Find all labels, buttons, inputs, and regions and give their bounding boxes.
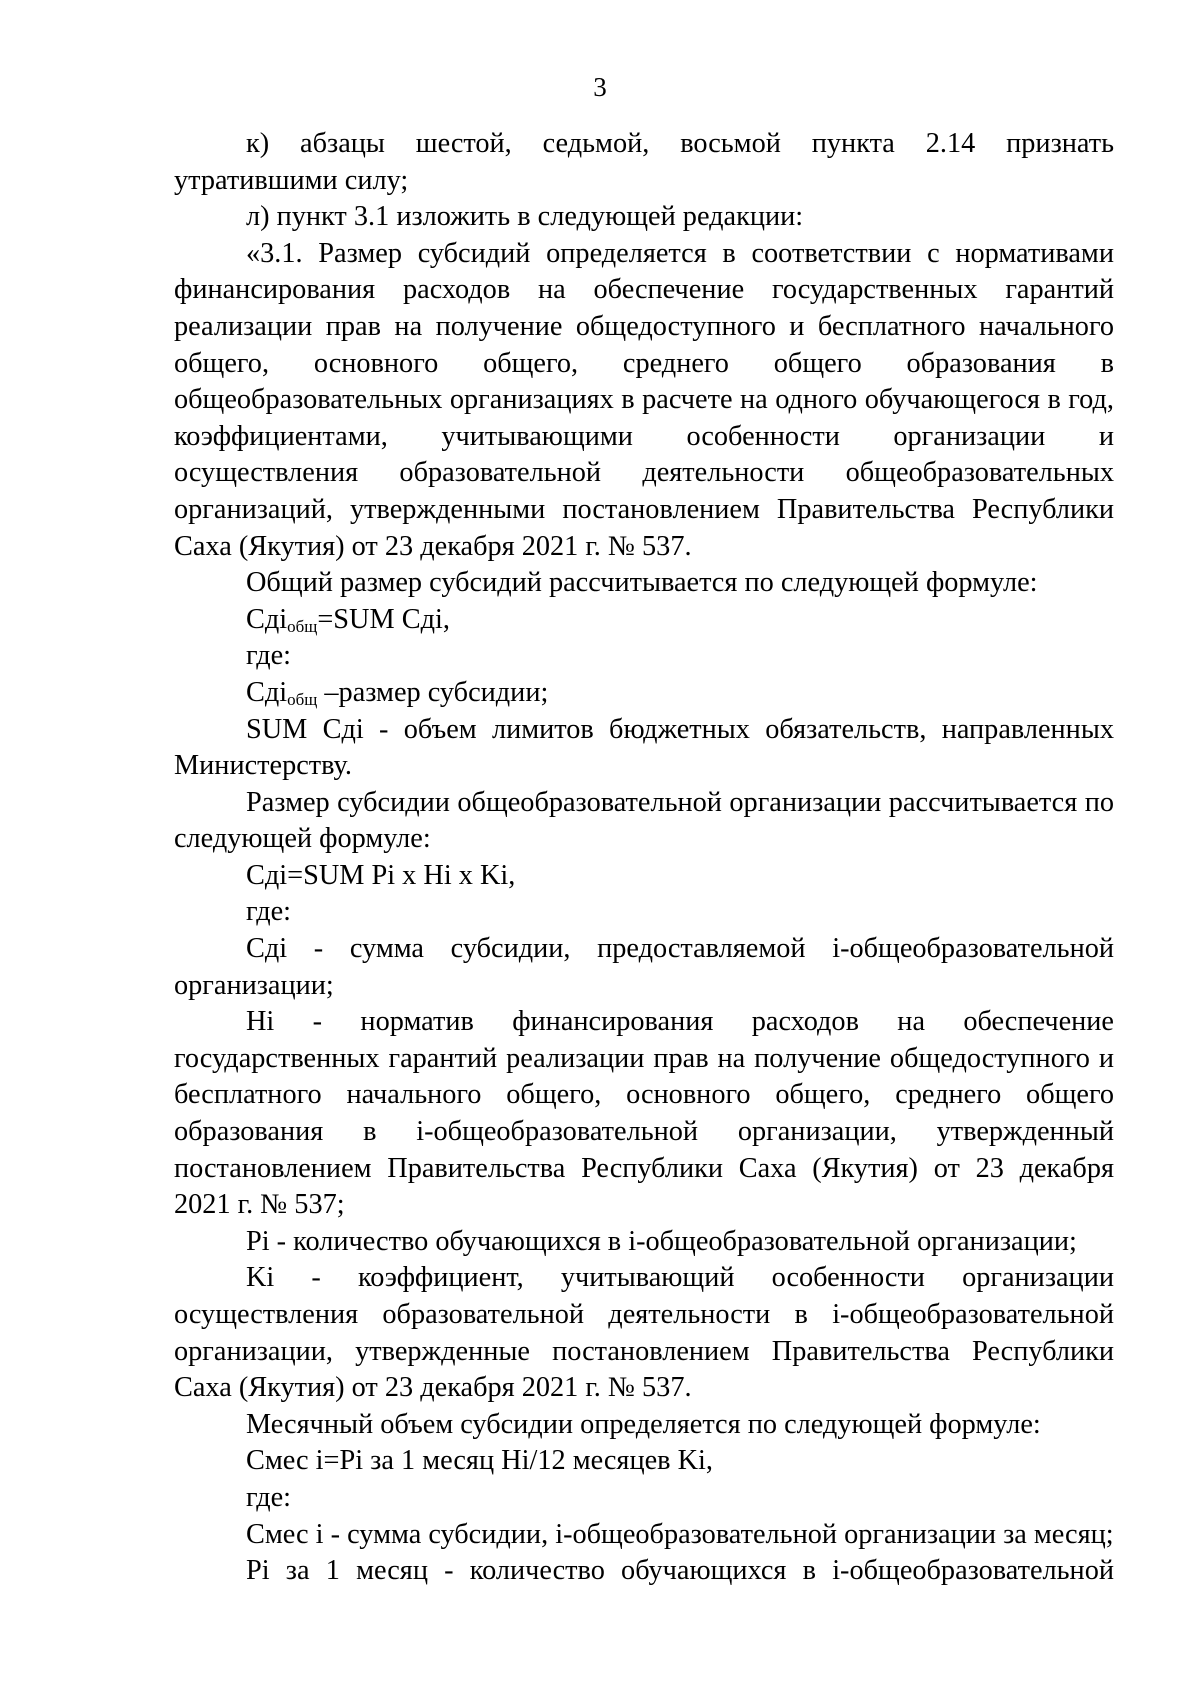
- formula-total-subscript: общ: [287, 616, 318, 636]
- formula-total-rest: =SUM Сдi,: [317, 603, 450, 635]
- paragraph-monthly-formula-intro: Месячный объем субсидии определяется по следующей формуле:: [246, 1408, 1041, 1440]
- paragraph-org-formula-intro: Размер субсидии общеобразовательной организации рассчитывается по следующей формуле:: [174, 786, 1114, 855]
- where-label-3: где:: [246, 1481, 292, 1513]
- definition-ki: Ki - коэффициент, учитывающий особенности организации осуществления образовательной деятельности в i-общеобразовательной организации, утвержденные постановлением Правительства Республики Саха (Якутия) от 23 декабря 2021 г. № 537.: [174, 1262, 1114, 1404]
- definition-pi-month: Pi за 1 месяц - количество обучающихся в i-общеобразовательной: [246, 1555, 1114, 1587]
- definition-total-symbol: Сдi: [246, 676, 288, 708]
- where-label-2: где:: [246, 896, 292, 928]
- paragraph-k: к) абзацы шестой, седьмой, восьмой пункта 2.14 признать утратившими силу;: [174, 128, 1114, 196]
- definition-total-rest: –размер субсидии;: [317, 676, 549, 708]
- definition-sdi: Сдi - сумма субсидии, предоставляемой i-общеобразовательной организации;: [174, 933, 1114, 1001]
- where-label-1: где:: [246, 640, 292, 672]
- formula-org: Сдi=SUM Pi x Hi x Ki,: [246, 859, 516, 891]
- paragraph-l: л) пункт 3.1 изложить в следующей редакции:: [246, 201, 804, 233]
- definition-hi: Hi - норматив финансирования расходов на обеспечение государственных гарантий реализации прав на получение общедоступного и бесплатного начального общего, основного общего, среднего общего образования в i-общеобразовательной организации, утвержденный постановлением Правительства Республики Саха (Якутия) от 23 декабря 2021 г. № 537;: [174, 1006, 1114, 1221]
- definition-smes: Смес i - сумма субсидии, i-общеобразовательной организации за месяц;: [246, 1518, 1114, 1550]
- document-body: [174, 126, 1114, 1590]
- formula-total-symbol: Сдi: [246, 603, 288, 635]
- formula-monthly: Смес i=Pi за 1 месяц Hi/12 месяцев Ki,: [246, 1445, 713, 1477]
- definition-total: [174, 675, 1114, 712]
- definition-pi: Pi - количество обучающихся в i-общеобразовательной организации;: [246, 1225, 1077, 1257]
- definition-sum: SUM Сдi - объем лимитов бюджетных обязательств, направленных Министерству.: [174, 713, 1114, 782]
- page-number: 3: [593, 72, 607, 102]
- formula-total: [174, 602, 1114, 639]
- paragraph-total-formula-intro: Общий размер субсидий рассчитывается по следующей формуле:: [246, 567, 1038, 599]
- paragraph-3-1: «3.1. Размер субсидий определяется в соответствии с нормативами финансирования расходов на обеспечение государственных гарантий реализации прав на получение общедоступного и бесплатного начального общего, основного общего, среднего общего образования в общеобразовательных организациях в расчете на одного обучающегося в год, коэффициентами, учитывающими особенности организации и осуществления образовательной деятельности общеобразовательных организаций, утвержденными постановлением Правительства Республики Саха (Якутия) от 23 декабря 2021 г. № 537.: [174, 237, 1114, 562]
- definition-total-subscript: общ: [287, 690, 318, 710]
